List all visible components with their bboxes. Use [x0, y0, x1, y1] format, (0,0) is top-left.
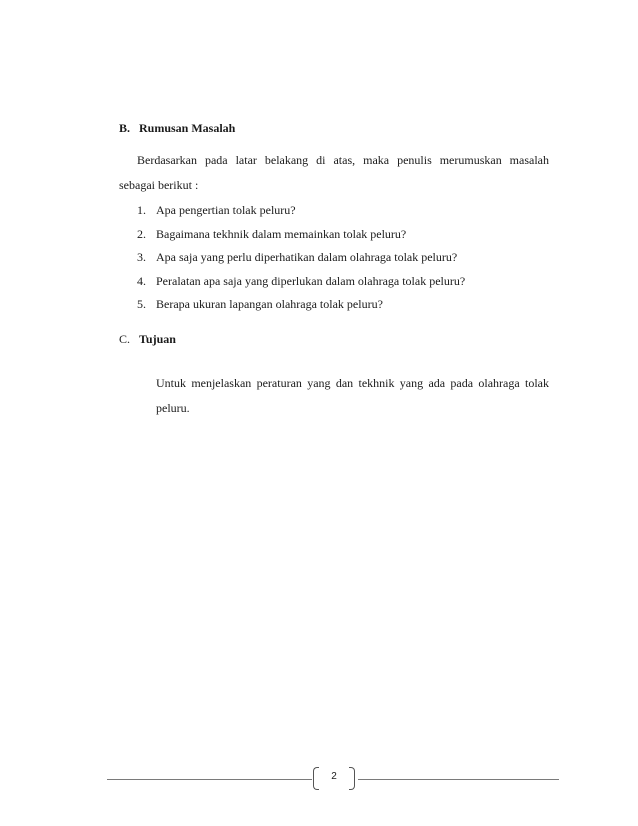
section-b-paragraph-line-1: Berdasarkan pada latar belakang di atas, maka penulis merumuskan masalah	[137, 153, 549, 167]
footer-bracket-right	[349, 767, 355, 790]
section-b-paragraph	[119, 148, 549, 198]
list-item-text: Apa saja yang perlu diperhatikan dalam olahraga tolak peluru?	[156, 250, 458, 264]
section-b-title: Rumusan Masalah	[139, 121, 236, 135]
list-item-number: 4.	[137, 273, 146, 288]
section-b-paragraph-line-2: sebagai berikut :	[119, 178, 199, 192]
section-b-marker: B.	[119, 121, 131, 135]
page-number: 2	[331, 771, 337, 782]
list-item-number: 1.	[137, 203, 146, 217]
list-item-text: Berapa ukuran lapangan olahraga tolak peluru?	[156, 297, 383, 311]
question-list	[137, 199, 465, 317]
list-item	[137, 270, 465, 294]
list-item-text: Bagaimana tekhnik dalam memainkan tolak peluru?	[156, 226, 407, 241]
section-b-heading	[119, 121, 235, 136]
list-item	[137, 223, 465, 247]
section-c-heading	[119, 332, 176, 347]
section-c-marker: C.	[119, 332, 131, 346]
list-item	[137, 246, 465, 270]
footer-divider-right	[358, 779, 559, 780]
list-item-number: 2.	[137, 226, 146, 241]
section-c-paragraph-line-2: peluru.	[156, 401, 190, 415]
footer-bracket-left	[313, 767, 319, 790]
section-c-title: Tujuan	[139, 332, 176, 346]
list-item-number: 3.	[137, 250, 146, 264]
section-c-paragraph-line-1: Untuk menjelaskan peraturan yang dan tekhnik yang ada pada olahraga tolak	[156, 376, 549, 390]
list-item-number: 5.	[137, 297, 146, 311]
footer-divider-left	[107, 779, 312, 780]
list-item-text: Peralatan apa saja yang diperlukan dalam olahraga tolak peluru?	[156, 273, 466, 288]
section-c-paragraph	[156, 371, 549, 421]
list-item-text: Apa pengertian tolak peluru?	[156, 203, 296, 217]
list-item	[137, 293, 465, 317]
list-item	[137, 199, 465, 223]
